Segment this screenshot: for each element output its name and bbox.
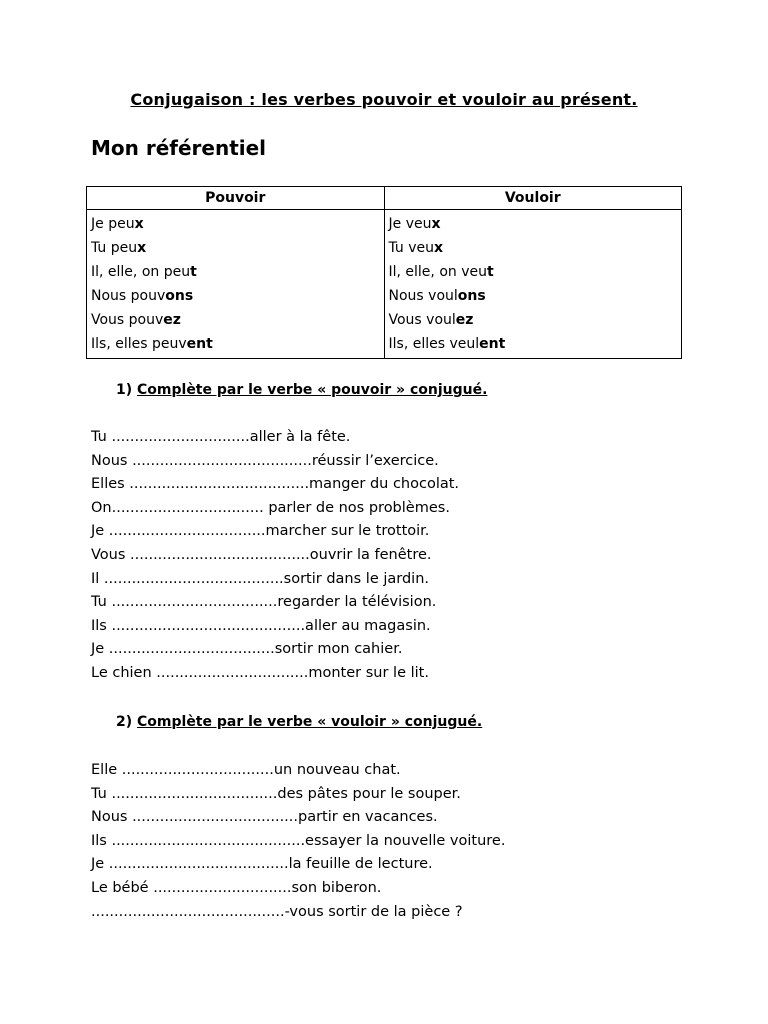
table-row bbox=[87, 210, 682, 359]
exercise2-heading bbox=[116, 714, 482, 730]
exercise-line: Vous .......................................ouvrir la fenêtre. bbox=[91, 546, 432, 563]
exercise-line: ..........................................-vous sortir de la pièce ? bbox=[91, 903, 463, 920]
exercise-line: Le bébé ..............................son biberon. bbox=[91, 879, 382, 896]
conjugation-line: Tu veux bbox=[388, 240, 444, 256]
conjugation-line: Nous pouvons bbox=[91, 288, 194, 304]
conjugation-line: Ils, elles peuvent bbox=[91, 336, 213, 352]
exercise-line: Je .......................................la feuille de lecture. bbox=[91, 856, 433, 873]
exercise-line: Nous .......................................réussir l’exercice. bbox=[91, 452, 439, 469]
conjugation-line: Vous voulez bbox=[388, 312, 474, 328]
page-title: Conjugaison : les verbes pouvoir et vouloir au présent. bbox=[130, 90, 638, 109]
conjugation-line: Je veux bbox=[388, 216, 441, 232]
vouloir-conjugation-cell bbox=[384, 210, 682, 359]
conjugation-line: Vous pouvez bbox=[91, 312, 181, 328]
table-header-row bbox=[87, 187, 682, 210]
exercise-line: Je ....................................sortir mon cahier. bbox=[91, 641, 403, 658]
exercise-line: Ils ..........................................essayer la nouvelle voiture. bbox=[91, 832, 506, 849]
conjugation-line: Je peux bbox=[91, 216, 144, 232]
conjugation-line: Il, elle, on veut bbox=[388, 264, 494, 280]
exercise2-number: 2) bbox=[116, 714, 133, 730]
pouvoir-conjugation-cell bbox=[87, 210, 385, 359]
exercise-line: Le chien .................................monter sur le lit. bbox=[91, 664, 429, 681]
conjugation-line: Tu peux bbox=[91, 240, 147, 256]
exercise-line: Tu ....................................des pâtes pour le souper. bbox=[91, 785, 461, 802]
exercise2-list bbox=[91, 759, 505, 924]
exercise1-heading bbox=[116, 382, 487, 398]
exercise-line: Il .......................................sortir dans le jardin. bbox=[91, 570, 429, 587]
exercise-line: Tu ....................................regarder la télévision. bbox=[91, 594, 437, 611]
exercise-line: Tu ..............................aller à la fête. bbox=[91, 429, 351, 445]
exercise-line: Ils ..........................................aller au magasin. bbox=[91, 617, 431, 634]
exercise1-number: 1) bbox=[116, 382, 133, 398]
exercise1-title: Complète par le verbe « pouvoir » conjugué. bbox=[137, 382, 488, 398]
exercise-line: Je ..................................marcher sur le trottoir. bbox=[91, 523, 430, 540]
exercise1-list bbox=[91, 426, 459, 686]
column-header-vouloir: Vouloir bbox=[384, 187, 682, 210]
column-header-pouvoir: Pouvoir bbox=[87, 187, 385, 210]
exercise-line: Elle .................................un nouveau chat. bbox=[91, 762, 401, 778]
exercise-line: On................................. parler de nos problèmes. bbox=[91, 499, 450, 516]
conjugation-line: Nous voulons bbox=[388, 288, 486, 304]
exercise-line: Nous ....................................partir en vacances. bbox=[91, 809, 438, 826]
exercise-line: Elles .......................................manger du chocolat. bbox=[91, 476, 460, 493]
conjugation-line: Ils, elles veulent bbox=[388, 336, 506, 352]
conjugation-line: Il, elle, on peut bbox=[91, 264, 197, 280]
section-heading-referentiel: Mon référentiel bbox=[91, 136, 267, 160]
conjugation-table bbox=[86, 186, 682, 359]
exercise2-title: Complète par le verbe « vouloir » conjugué. bbox=[137, 714, 483, 730]
